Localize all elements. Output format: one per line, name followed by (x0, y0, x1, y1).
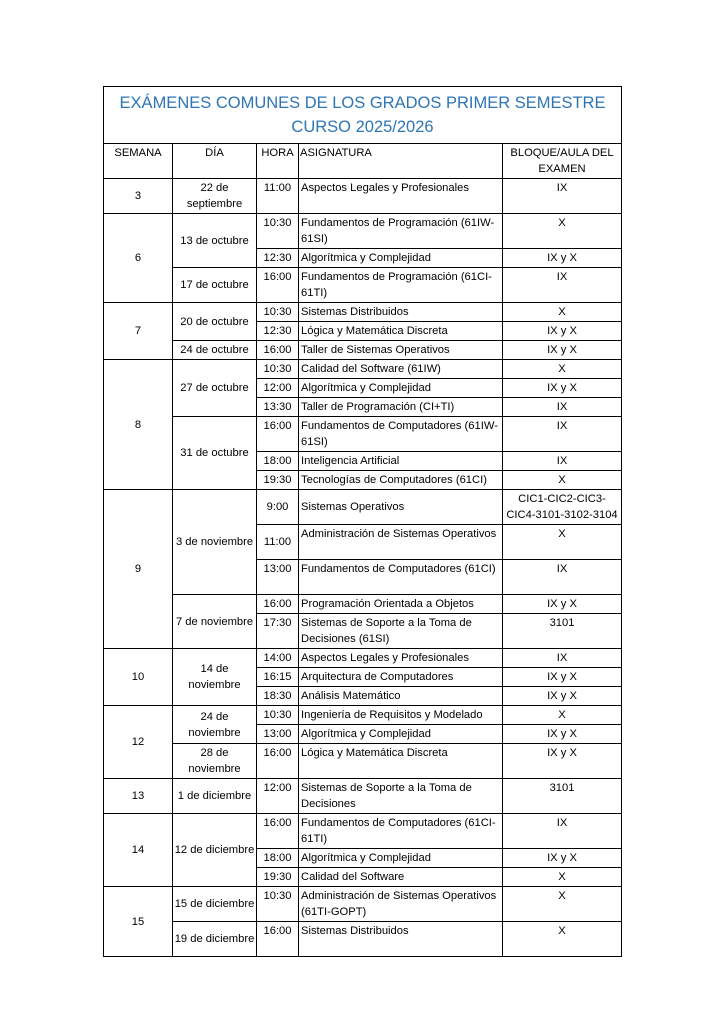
week-cell: 12 (104, 706, 173, 779)
time-cell: 19:30 (257, 471, 299, 490)
subject-cell: Taller de Sistemas Operativos (299, 341, 503, 360)
table-row (104, 922, 622, 957)
time-cell: 11:00 (257, 179, 299, 214)
day-cell: 12 de diciembre (173, 814, 257, 887)
room-cell: IX y X (503, 744, 622, 779)
time-cell: 16:00 (257, 341, 299, 360)
week-cell: 9 (104, 490, 173, 649)
subject-cell: Calidad del Software (299, 868, 503, 887)
time-cell: 12:30 (257, 322, 299, 341)
table-row (104, 417, 622, 452)
subject-cell: Inteligencia Artificial (299, 452, 503, 471)
week-cell: 13 (104, 779, 173, 814)
time-cell: 18:00 (257, 452, 299, 471)
subject-cell: Arquitectura de Computadores (299, 668, 503, 687)
room-cell: IX (503, 560, 622, 595)
room-cell: 3101 (503, 614, 622, 649)
subject-cell: Fundamentos de Programación (61IW-61SI) (299, 214, 503, 249)
title-row (104, 87, 622, 144)
table-row (104, 341, 622, 360)
room-cell: CIC1-CIC2-CIC3-CIC4-3101-3102-3104 (503, 490, 622, 525)
room-cell: IX y X (503, 249, 622, 268)
day-cell: 3 de noviembre (173, 490, 257, 595)
time-cell: 11:00 (257, 525, 299, 560)
room-cell: X (503, 303, 622, 322)
table-row (104, 779, 622, 814)
time-cell: 17:30 (257, 614, 299, 649)
time-cell: 13:30 (257, 398, 299, 417)
subject-cell: Sistemas Distribuidos (299, 922, 503, 957)
time-cell: 10:30 (257, 706, 299, 725)
room-cell: IX (503, 268, 622, 303)
time-cell: 16:00 (257, 417, 299, 452)
day-cell: 22 de septiembre (173, 179, 257, 214)
room-cell: IX (503, 814, 622, 849)
subject-cell: Sistemas Distribuidos (299, 303, 503, 322)
table-row (104, 649, 622, 668)
subject-cell: Sistemas de Soporte a la Toma de Decisiones (61SI) (299, 614, 503, 649)
time-cell: 10:30 (257, 214, 299, 249)
table-row (104, 595, 622, 614)
week-cell: 6 (104, 214, 173, 303)
room-cell: IX y X (503, 322, 622, 341)
day-cell: 31 de octubre (173, 417, 257, 490)
subject-cell: Lógica y Matemática Discreta (299, 322, 503, 341)
subject-cell: Programación Orientada a Objetos (299, 595, 503, 614)
room-cell: IX y X (503, 849, 622, 868)
table-row (104, 814, 622, 849)
subject-cell: Ingeniería de Requisitos y Modelado (299, 706, 503, 725)
week-cell: 10 (104, 649, 173, 706)
header-dia: DÍA (173, 144, 257, 179)
table-row (104, 303, 622, 322)
time-cell: 18:00 (257, 849, 299, 868)
day-cell: 24 de octubre (173, 341, 257, 360)
time-cell: 14:00 (257, 649, 299, 668)
exam-schedule-table (103, 86, 622, 957)
table-row (104, 490, 622, 525)
subject-cell: Calidad del Software (61IW) (299, 360, 503, 379)
subject-cell: Algorítmica y Complejidad (299, 379, 503, 398)
room-cell: X (503, 360, 622, 379)
room-cell: IX y X (503, 687, 622, 706)
week-cell: 14 (104, 814, 173, 887)
header-bloque: BLOQUE/AULA DEL EXAMEN (503, 144, 622, 179)
room-cell: IX (503, 417, 622, 452)
day-cell: 17 de octubre (173, 268, 257, 303)
room-cell: X (503, 525, 622, 560)
room-cell: IX (503, 398, 622, 417)
day-cell: 24 de noviembre (173, 706, 257, 744)
document-title (104, 87, 622, 144)
room-cell: IX y X (503, 341, 622, 360)
time-cell: 16:00 (257, 268, 299, 303)
day-cell: 14 de noviembre (173, 649, 257, 706)
table-row (104, 214, 622, 249)
subject-cell: Taller de Programación (CI+TI) (299, 398, 503, 417)
subject-cell: Algorítmica y Complejidad (299, 725, 503, 744)
header-hora: HORA (257, 144, 299, 179)
subject-cell: Aspectos Legales y Profesionales (299, 179, 503, 214)
subject-cell: Sistemas de Soporte a la Toma de Decisiones (299, 779, 503, 814)
week-cell: 8 (104, 360, 173, 490)
subject-cell: Fundamentos de Computadores (61CI) (299, 560, 503, 595)
time-cell: 13:00 (257, 560, 299, 595)
table-row (104, 744, 622, 779)
room-cell: X (503, 706, 622, 725)
day-cell: 1 de diciembre (173, 779, 257, 814)
subject-cell: Lógica y Matemática Discreta (299, 744, 503, 779)
time-cell: 16:00 (257, 922, 299, 957)
header-asignatura: ASIGNATURA (299, 144, 503, 179)
room-cell: IX y X (503, 668, 622, 687)
room-cell: IX (503, 179, 622, 214)
time-cell: 16:00 (257, 744, 299, 779)
time-cell: 12:30 (257, 249, 299, 268)
subject-cell: Análisis Matemático (299, 687, 503, 706)
subject-cell: Tecnologías de Computadores (61CI) (299, 471, 503, 490)
title-line-2: CURSO 2025/2026 (291, 118, 434, 136)
week-cell: 7 (104, 303, 173, 360)
time-cell: 9:00 (257, 490, 299, 525)
room-cell: X (503, 887, 622, 922)
room-cell: X (503, 868, 622, 887)
time-cell: 12:00 (257, 379, 299, 398)
day-cell: 20 de octubre (173, 303, 257, 341)
subject-cell: Sistemas Operativos (299, 490, 503, 525)
time-cell: 16:00 (257, 814, 299, 849)
subject-cell: Fundamentos de Computadores (61IW-61SI) (299, 417, 503, 452)
table-row (104, 179, 622, 214)
week-cell: 3 (104, 179, 173, 214)
subject-cell: Fundamentos de Programación (61CI-61TI) (299, 268, 503, 303)
subject-cell: Algorítmica y Complejidad (299, 249, 503, 268)
header-semana: SEMANA (104, 144, 173, 179)
time-cell: 16:15 (257, 668, 299, 687)
day-cell: 7 de noviembre (173, 595, 257, 649)
time-cell: 10:30 (257, 360, 299, 379)
time-cell: 16:00 (257, 595, 299, 614)
room-cell: IX (503, 649, 622, 668)
time-cell: 18:30 (257, 687, 299, 706)
time-cell: 10:30 (257, 303, 299, 322)
time-cell: 19:30 (257, 868, 299, 887)
table-row (104, 887, 622, 922)
time-cell: 12:00 (257, 779, 299, 814)
week-cell: 15 (104, 887, 173, 957)
time-cell: 13:00 (257, 725, 299, 744)
table-row (104, 360, 622, 379)
room-cell: X (503, 471, 622, 490)
day-cell: 19 de diciembre (173, 922, 257, 957)
room-cell: IX y X (503, 725, 622, 744)
subject-cell: Algorítmica y Complejidad (299, 849, 503, 868)
subject-cell: Aspectos Legales y Profesionales (299, 649, 503, 668)
day-cell: 27 de octubre (173, 360, 257, 417)
room-cell: 3101 (503, 779, 622, 814)
table-row (104, 268, 622, 303)
day-cell: 13 de octubre (173, 214, 257, 268)
room-cell: IX y X (503, 379, 622, 398)
table-row (104, 706, 622, 725)
day-cell: 15 de diciembre (173, 887, 257, 922)
time-cell: 10:30 (257, 887, 299, 922)
room-cell: X (503, 922, 622, 957)
subject-cell: Fundamentos de Computadores (61CI-61TI) (299, 814, 503, 849)
room-cell: IX y X (503, 595, 622, 614)
room-cell: X (503, 214, 622, 249)
room-cell: IX (503, 452, 622, 471)
subject-cell: Administración de Sistemas Operativos (299, 525, 503, 560)
header-row (104, 144, 622, 179)
subject-cell: Administración de Sistemas Operativos (61TI-GOPT) (299, 887, 503, 922)
day-cell: 28 de noviembre (173, 744, 257, 779)
title-line-1: EXÁMENES COMUNES DE LOS GRADOS PRIMER SEMESTRE (119, 94, 606, 112)
